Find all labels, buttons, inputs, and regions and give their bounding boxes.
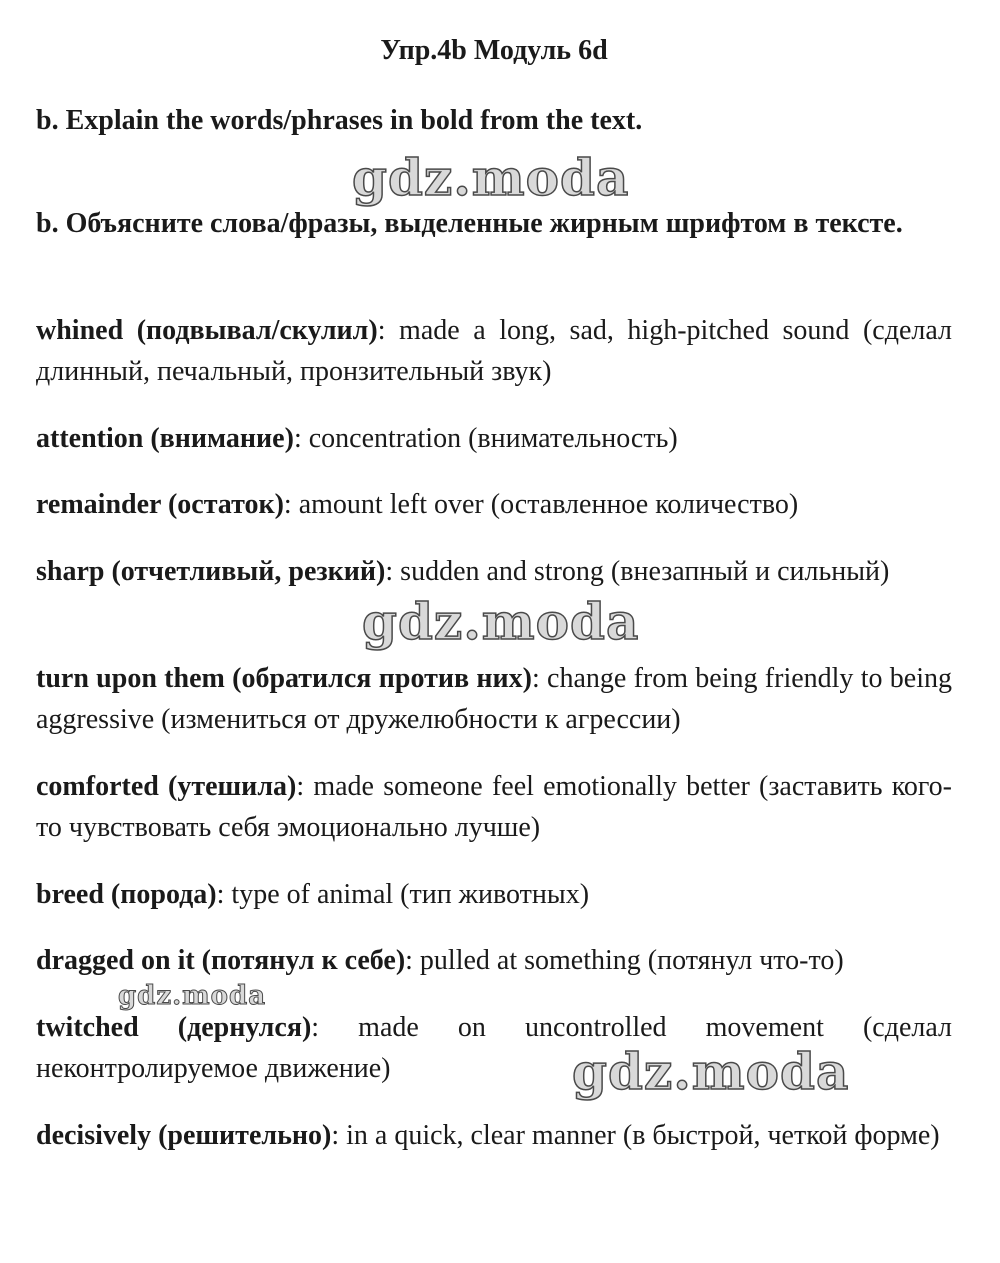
- watermark-logo: gdz.moda: [362, 592, 640, 651]
- vocab-term: decisively (решительно): [36, 1120, 332, 1151]
- vocab-definition: : sudden and strong (внезапный и сильный): [385, 556, 890, 587]
- vocab-entry-remainder: [36, 484, 952, 525]
- vocab-definition: : amount left over (оставленное количество): [283, 489, 799, 520]
- vocab-term: sharp (отчетливый, резкий): [36, 556, 386, 587]
- vocab-term: comforted (утешила): [36, 771, 297, 802]
- vocab-entry-comforted: [36, 766, 952, 848]
- vocab-entry-decisively: [36, 1115, 952, 1156]
- vocab-definition: : pulled at something (потянул что-то): [405, 945, 844, 976]
- vocab-definition: : made on uncontrolled movement (сделал неконтролируемое движение): [36, 1012, 953, 1084]
- vocab-term: remainder (остаток): [36, 489, 284, 520]
- vocab-entry-sharp: [36, 551, 952, 592]
- page-title: Упр.4b Модуль 6d: [380, 35, 608, 66]
- vocab-entry-dragged-on-it: [36, 940, 952, 981]
- vocab-entry-attention: [36, 418, 952, 459]
- vocab-term: turn upon them (обратился против них): [36, 663, 532, 694]
- vocab-entry-breed: [36, 874, 952, 915]
- vocab-term: breed (порода): [36, 879, 217, 910]
- watermark-logo: gdz.moda: [572, 1042, 850, 1101]
- vocab-definition: : type of animal (тип животных): [216, 879, 590, 910]
- instruction-english: b. Explain the words/phrases in bold from the text.: [36, 105, 643, 136]
- vocab-term: dragged on it (потянул к себе): [36, 945, 406, 976]
- vocab-entry-whined: [36, 310, 952, 392]
- watermark-logo: gdz.moda: [118, 981, 267, 1011]
- vocab-definition: : in a quick, clear manner (в быстрой, четкой форме): [331, 1120, 940, 1151]
- vocab-definition: : change from being friendly to being aggressive (измениться от дружелюбности к агрессии): [36, 663, 952, 735]
- vocab-term: whined (подвывал/скулил): [36, 315, 378, 346]
- vocab-definition: : made someone feel emotionally better (заставить кого-то чувствовать себя эмоционально лучше): [36, 771, 952, 843]
- vocab-term: twitched (дернулся): [36, 1012, 312, 1043]
- vocab-term: attention (внимание): [36, 423, 294, 454]
- vocab-entry-turn-upon-them: [36, 658, 952, 740]
- watermark-logo: gdz.moda: [352, 148, 630, 207]
- vocab-entry-twitched: [36, 1007, 952, 1089]
- vocab-definition: : made a long, sad, high-pitched sound (сделал длинный, печальный, пронзительный звук): [36, 315, 953, 387]
- instruction-russian: b. Объясните слова/фразы, выделенные жирным шрифтом в тексте.: [36, 208, 903, 239]
- vocab-definition: : concentration (внимательность): [293, 423, 678, 454]
